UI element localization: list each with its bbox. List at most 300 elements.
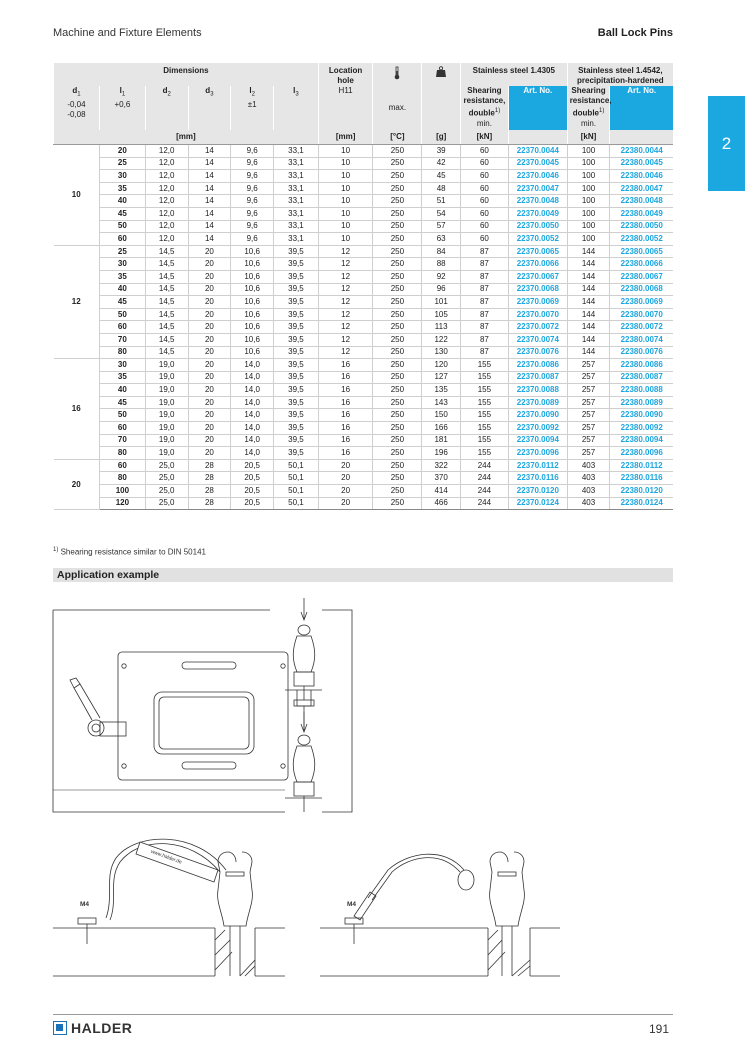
table-cell: 120 — [422, 359, 460, 372]
table-cell: 45 — [99, 296, 145, 309]
table-cell: 257 — [567, 409, 610, 422]
table-cell: 60 — [460, 233, 508, 246]
table-cell: 9,6 — [231, 157, 274, 170]
unit-mm-2: [mm] — [318, 130, 372, 145]
article-number-link[interactable]: 22370.0068 — [508, 283, 567, 296]
table-cell: 10,6 — [231, 321, 274, 334]
article-number-link[interactable]: 22380.0065 — [610, 245, 673, 258]
article-number-link[interactable]: 22370.0090 — [508, 409, 567, 422]
table-cell: 14,0 — [231, 396, 274, 409]
article-number-link[interactable]: 22380.0116 — [610, 472, 673, 485]
table-cell: 50 — [99, 308, 145, 321]
article-number-link[interactable]: 22380.0092 — [610, 422, 673, 435]
table-cell: 60 — [460, 145, 508, 158]
header-section-title: Machine and Fixture Elements — [53, 27, 202, 39]
table-cell: 12,0 — [145, 170, 188, 183]
article-number-link[interactable]: 22380.0124 — [610, 497, 673, 510]
table-cell: 28 — [188, 485, 231, 498]
table-cell: 25 — [99, 245, 145, 258]
table-cell: 14,5 — [145, 321, 188, 334]
location-hole-header: Location hole H11 — [318, 63, 372, 130]
table-cell: 14,0 — [231, 422, 274, 435]
col-shear-2: Shearing resistance, double$^{1)}$ min. — [567, 86, 610, 130]
article-number-link[interactable]: 22380.0048 — [610, 195, 673, 208]
article-number-link[interactable]: 22370.0052 — [508, 233, 567, 246]
table-cell: 14,5 — [145, 283, 188, 296]
article-number-link[interactable]: 22380.0076 — [610, 346, 673, 359]
table-cell: 35 — [99, 270, 145, 283]
article-number-link[interactable]: 22380.0046 — [610, 170, 673, 183]
table-cell: 166 — [422, 422, 460, 435]
table-cell: 19,0 — [145, 371, 188, 384]
table-cell: 250 — [373, 472, 422, 485]
table-cell: 20 — [188, 434, 231, 447]
table-cell: 50,1 — [274, 472, 319, 485]
article-number-link[interactable]: 22380.0074 — [610, 333, 673, 346]
table-cell: 20 — [188, 422, 231, 435]
table-cell: 39,5 — [274, 447, 319, 460]
table-cell: 20 — [188, 409, 231, 422]
table-cell: 33,1 — [274, 145, 319, 158]
table-cell: 39,5 — [274, 409, 319, 422]
table-cell: 35 — [99, 182, 145, 195]
table-cell: 250 — [373, 485, 422, 498]
table-cell: 14 — [188, 233, 231, 246]
unit-mm: [mm] — [54, 130, 319, 145]
table-cell: 100 — [567, 170, 610, 183]
table-cell: 80 — [99, 447, 145, 460]
table-cell: 10 — [318, 233, 372, 246]
table-cell: 144 — [567, 346, 610, 359]
table-cell: 63 — [422, 233, 460, 246]
table-cell: 144 — [567, 283, 610, 296]
table-cell: 20 — [188, 371, 231, 384]
table-cell: 10,6 — [231, 346, 274, 359]
table-cell: 39,5 — [274, 396, 319, 409]
table-cell: 50,1 — [274, 485, 319, 498]
table-cell: 257 — [567, 396, 610, 409]
table-cell: 144 — [567, 321, 610, 334]
table-cell: 28 — [188, 459, 231, 472]
table-cell: 257 — [567, 434, 610, 447]
article-number-link[interactable]: 22370.0087 — [508, 371, 567, 384]
unit-kn: [kN] — [460, 130, 508, 145]
cell-d1: 12 — [54, 245, 100, 358]
article-number-link[interactable]: 22380.0068 — [610, 283, 673, 296]
article-number-link[interactable]: 22370.0120 — [508, 485, 567, 498]
table-cell: 181 — [422, 434, 460, 447]
table-cell: 16 — [318, 396, 372, 409]
article-number-link[interactable]: 22370.0070 — [508, 308, 567, 321]
table-cell: 14,5 — [145, 346, 188, 359]
temperature-header: max. — [373, 63, 422, 130]
article-number-link[interactable]: 22370.0065 — [508, 245, 567, 258]
table-cell: 30 — [99, 170, 145, 183]
table-cell: 155 — [460, 384, 508, 397]
article-number-link[interactable]: 22370.0112 — [508, 459, 567, 472]
table-cell: 10,6 — [231, 258, 274, 271]
table-cell: 40 — [99, 283, 145, 296]
table-cell: 122 — [422, 333, 460, 346]
table-cell: 40 — [99, 384, 145, 397]
table-cell: 10 — [318, 145, 372, 158]
table-cell: 70 — [99, 434, 145, 447]
table-cell: 105 — [422, 308, 460, 321]
table-cell: 33,1 — [274, 157, 319, 170]
article-number-link[interactable]: 22380.0050 — [610, 220, 673, 233]
article-number-link[interactable]: 22380.0087 — [610, 371, 673, 384]
table-cell: 257 — [567, 359, 610, 372]
table-cell: 60 — [460, 157, 508, 170]
table-cell: 250 — [373, 333, 422, 346]
article-number-link[interactable]: 22380.0089 — [610, 396, 673, 409]
col-artno-1: Art. No. — [508, 86, 567, 130]
table-cell: 250 — [373, 346, 422, 359]
article-number-link[interactable]: 22370.0067 — [508, 270, 567, 283]
table-cell: 10 — [318, 170, 372, 183]
table-cell: 250 — [373, 245, 422, 258]
ball-lock-pin-lower — [293, 712, 315, 812]
table-cell: 257 — [567, 384, 610, 397]
table-cell: 144 — [567, 270, 610, 283]
article-number-link[interactable]: 22370.0089 — [508, 396, 567, 409]
table-cell: 87 — [460, 270, 508, 283]
table-cell: 80 — [99, 472, 145, 485]
table-cell: 12,0 — [145, 207, 188, 220]
table-cell: 20 — [318, 459, 372, 472]
table-cell: 60 — [460, 195, 508, 208]
table-cell: 12 — [318, 308, 372, 321]
table-cell: 19,0 — [145, 422, 188, 435]
table-cell: 39,5 — [274, 321, 319, 334]
table-cell: 87 — [460, 321, 508, 334]
article-number-link[interactable]: 22370.0050 — [508, 220, 567, 233]
table-cell: 135 — [422, 384, 460, 397]
table-cell: 130 — [422, 346, 460, 359]
table-cell: 28 — [188, 497, 231, 510]
table-cell: 127 — [422, 371, 460, 384]
table-cell: 33,1 — [274, 220, 319, 233]
table-cell: 60 — [460, 182, 508, 195]
table-cell: 14 — [188, 220, 231, 233]
article-number-link[interactable]: 22370.0124 — [508, 497, 567, 510]
footnote: $^{1)}$ Shearing resistance similar to DIN 50141 — [53, 547, 206, 557]
table-cell: 20,5 — [231, 485, 274, 498]
article-number-link[interactable]: 22380.0047 — [610, 182, 673, 195]
table-cell: 322 — [422, 459, 460, 472]
table-cell: 100 — [567, 145, 610, 158]
halder-logo-icon — [53, 1021, 67, 1035]
table-cell: 120 — [99, 497, 145, 510]
table-cell: 14,5 — [145, 296, 188, 309]
table-cell: 12 — [318, 296, 372, 309]
table-cell: 45 — [422, 170, 460, 183]
table-cell: 14 — [188, 170, 231, 183]
table-cell: 403 — [567, 472, 610, 485]
table-cell: 10,6 — [231, 283, 274, 296]
article-number-link[interactable]: 22380.0090 — [610, 409, 673, 422]
table-cell: 250 — [373, 296, 422, 309]
table-cell: 57 — [422, 220, 460, 233]
table-cell: 250 — [373, 145, 422, 158]
cell-d1: 20 — [54, 459, 100, 509]
article-number-link[interactable]: 22370.0072 — [508, 321, 567, 334]
table-cell: 10,6 — [231, 245, 274, 258]
col-shear-1: Shearing resistance, double$^{1)}$ min. — [460, 86, 508, 130]
halder-logo — [53, 1020, 132, 1036]
article-number-link[interactable]: 22370.0088 — [508, 384, 567, 397]
table-cell: 54 — [422, 207, 460, 220]
table-cell: 144 — [567, 308, 610, 321]
unit-g: [g] — [422, 130, 460, 145]
table-cell: 155 — [460, 371, 508, 384]
table-cell: 10,6 — [231, 296, 274, 309]
article-number-link[interactable]: 22370.0092 — [508, 422, 567, 435]
table-cell: 100 — [567, 157, 610, 170]
table-cell: 10,6 — [231, 333, 274, 346]
table-cell: 45 — [99, 396, 145, 409]
table-cell: 39,5 — [274, 258, 319, 271]
table-cell: 33,1 — [274, 170, 319, 183]
table-cell: 12 — [318, 258, 372, 271]
table-cell: 16 — [318, 434, 372, 447]
table-cell: 87 — [460, 245, 508, 258]
table-cell: 25,0 — [145, 497, 188, 510]
table-cell: 33,1 — [274, 207, 319, 220]
cell-d1: 16 — [54, 359, 100, 460]
table-cell: 14,0 — [231, 384, 274, 397]
table-cell: 9,6 — [231, 195, 274, 208]
table-cell: 155 — [460, 396, 508, 409]
table-cell: 84 — [422, 245, 460, 258]
table-cell: 10 — [318, 157, 372, 170]
article-number-link[interactable]: 22380.0096 — [610, 447, 673, 460]
table-cell: 244 — [460, 485, 508, 498]
table-cell: 250 — [373, 157, 422, 170]
header-product-title: Ball Lock Pins — [597, 27, 673, 39]
table-cell: 250 — [373, 459, 422, 472]
table-cell: 39,5 — [274, 333, 319, 346]
table-cell: 39,5 — [274, 245, 319, 258]
table-cell: 70 — [99, 333, 145, 346]
table-cell: 12 — [318, 321, 372, 334]
table-cell: 9,6 — [231, 182, 274, 195]
table-cell: 42 — [422, 157, 460, 170]
article-number-link[interactable]: 22380.0069 — [610, 296, 673, 309]
table-cell: 250 — [373, 434, 422, 447]
table-cell: 33,1 — [274, 195, 319, 208]
table-cell: 10,6 — [231, 270, 274, 283]
cell-d1: 10 — [54, 145, 100, 246]
table-cell: 14,0 — [231, 434, 274, 447]
table-cell: 250 — [373, 258, 422, 271]
table-cell: 20 — [318, 472, 372, 485]
table-cell: 20 — [188, 321, 231, 334]
article-number-link[interactable]: 22380.0052 — [610, 233, 673, 246]
table-cell: 250 — [373, 422, 422, 435]
table-cell: 20 — [188, 396, 231, 409]
col-d3: $d_3$ — [188, 86, 231, 130]
table-cell: 87 — [460, 283, 508, 296]
table-cell: 16 — [318, 359, 372, 372]
col-artno-2: Art. No. — [610, 86, 673, 130]
table-cell: 20 — [188, 384, 231, 397]
table-cell: 250 — [373, 371, 422, 384]
table-cell: 30 — [99, 258, 145, 271]
table-cell: 100 — [567, 207, 610, 220]
table-cell: 25,0 — [145, 472, 188, 485]
table-cell: 87 — [460, 333, 508, 346]
table-cell: 196 — [422, 447, 460, 460]
table-cell: 14 — [188, 145, 231, 158]
page-number: 191 — [648, 1022, 669, 1036]
table-cell: 48 — [422, 182, 460, 195]
table-cell: 20 — [188, 308, 231, 321]
m4-label-right: M4 — [347, 901, 357, 908]
article-number-link[interactable]: 22370.0094 — [508, 434, 567, 447]
article-number-link[interactable]: 22380.0067 — [610, 270, 673, 283]
cable-label: www.halder.de — [149, 848, 183, 866]
table-cell: 45 — [99, 207, 145, 220]
table-cell: 87 — [460, 296, 508, 309]
article-number-link[interactable]: 22370.0116 — [508, 472, 567, 485]
table-cell: 19,0 — [145, 384, 188, 397]
table-cell: 14,0 — [231, 359, 274, 372]
table-cell: 101 — [422, 296, 460, 309]
table-cell: 150 — [422, 409, 460, 422]
article-number-link[interactable]: 22370.0046 — [508, 170, 567, 183]
table-cell: 250 — [373, 497, 422, 510]
table-cell: 155 — [460, 422, 508, 435]
col-d2: $d_2$ — [145, 86, 188, 130]
table-cell: 20,5 — [231, 459, 274, 472]
table-cell: 250 — [373, 182, 422, 195]
table-cell: 12 — [318, 333, 372, 346]
article-number-link[interactable]: 22370.0074 — [508, 333, 567, 346]
table-cell: 12,0 — [145, 233, 188, 246]
table-cell: 20 — [188, 245, 231, 258]
table-cell: 25,0 — [145, 485, 188, 498]
table-cell: 250 — [373, 270, 422, 283]
article-number-link[interactable]: 22370.0048 — [508, 195, 567, 208]
table-cell: 39 — [422, 145, 460, 158]
article-number-link[interactable]: 22380.0120 — [610, 485, 673, 498]
table-cell: 14 — [188, 157, 231, 170]
table-cell: 250 — [373, 207, 422, 220]
table-cell: 250 — [373, 409, 422, 422]
table-cell: 16 — [318, 422, 372, 435]
table-cell: 14,0 — [231, 371, 274, 384]
table-cell: 9,6 — [231, 220, 274, 233]
table-cell: 20 — [188, 258, 231, 271]
table-cell: 250 — [373, 396, 422, 409]
table-cell: 14,5 — [145, 258, 188, 271]
table-cell: 250 — [373, 321, 422, 334]
article-number-link[interactable]: 22380.0112 — [610, 459, 673, 472]
ball-lock-pin-upper — [293, 598, 315, 730]
m4-label-left: M4 — [80, 901, 90, 908]
section-title: Application example — [53, 568, 673, 582]
article-number-link[interactable]: 22370.0086 — [508, 359, 567, 372]
article-number-link[interactable]: 22380.0070 — [610, 308, 673, 321]
table-cell: 257 — [567, 447, 610, 460]
table-cell: 100 — [99, 485, 145, 498]
article-number-link[interactable]: 22380.0044 — [610, 145, 673, 158]
table-cell: 80 — [99, 346, 145, 359]
article-number-link[interactable]: 22370.0044 — [508, 145, 567, 158]
table-cell: 244 — [460, 497, 508, 510]
table-cell: 244 — [460, 472, 508, 485]
article-number-link[interactable]: 22380.0086 — [610, 359, 673, 372]
table-cell: 144 — [567, 296, 610, 309]
article-number-link[interactable]: 22370.0076 — [508, 346, 567, 359]
article-number-link[interactable]: 22380.0066 — [610, 258, 673, 271]
table-cell: 9,6 — [231, 170, 274, 183]
table-cell: 250 — [373, 220, 422, 233]
table-cell: 10,6 — [231, 308, 274, 321]
table-cell: 250 — [373, 170, 422, 183]
table-cell: 403 — [567, 497, 610, 510]
table-cell: 51 — [422, 195, 460, 208]
table-cell: 92 — [422, 270, 460, 283]
table-cell: 143 — [422, 396, 460, 409]
article-number-link[interactable]: 22370.0047 — [508, 182, 567, 195]
table-cell: 155 — [460, 359, 508, 372]
table-cell: 370 — [422, 472, 460, 485]
table-cell: 40 — [99, 195, 145, 208]
table-cell: 33,1 — [274, 233, 319, 246]
table-cell: 100 — [567, 233, 610, 246]
col-l1: $l_1$ +0,6 — [99, 86, 145, 130]
table-cell: 39,5 — [274, 359, 319, 372]
table-cell: 60 — [460, 220, 508, 233]
table-cell: 20 — [188, 296, 231, 309]
col-l2: $l_2$ ±1 — [231, 86, 274, 130]
table-cell: 20 — [188, 447, 231, 460]
article-number-link[interactable]: 22380.0094 — [610, 434, 673, 447]
table-cell: 16 — [318, 384, 372, 397]
col-l3: $l_3$ — [274, 86, 319, 130]
table-cell: 19,0 — [145, 447, 188, 460]
table-cell: 16 — [318, 371, 372, 384]
article-number-link[interactable]: 22380.0088 — [610, 384, 673, 397]
article-number-link[interactable]: 22370.0069 — [508, 296, 567, 309]
table-cell: 10 — [318, 220, 372, 233]
table-cell: 12 — [318, 283, 372, 296]
brand-name: HALDER — [71, 1020, 133, 1036]
article-number-link[interactable]: 22370.0049 — [508, 207, 567, 220]
article-number-link[interactable]: 22370.0066 — [508, 258, 567, 271]
article-number-link[interactable]: 22380.0049 — [610, 207, 673, 220]
table-cell: 9,6 — [231, 145, 274, 158]
table-cell: 10 — [318, 207, 372, 220]
table-cell: 19,0 — [145, 434, 188, 447]
table-cell: 87 — [460, 308, 508, 321]
table-cell: 30 — [99, 359, 145, 372]
article-number-link[interactable]: 22370.0045 — [508, 157, 567, 170]
table-cell: 9,6 — [231, 233, 274, 246]
table-cell: 12,0 — [145, 195, 188, 208]
table-cell: 39,5 — [274, 283, 319, 296]
table-cell: 250 — [373, 233, 422, 246]
article-number-link[interactable]: 22380.0072 — [610, 321, 673, 334]
article-number-link[interactable]: 22370.0096 — [508, 447, 567, 460]
table-cell: 39,5 — [274, 422, 319, 435]
chapter-tab[interactable]: 2 — [708, 96, 745, 191]
table-cell: 60 — [460, 170, 508, 183]
article-number-link[interactable]: 22380.0045 — [610, 157, 673, 170]
table-cell: 88 — [422, 258, 460, 271]
